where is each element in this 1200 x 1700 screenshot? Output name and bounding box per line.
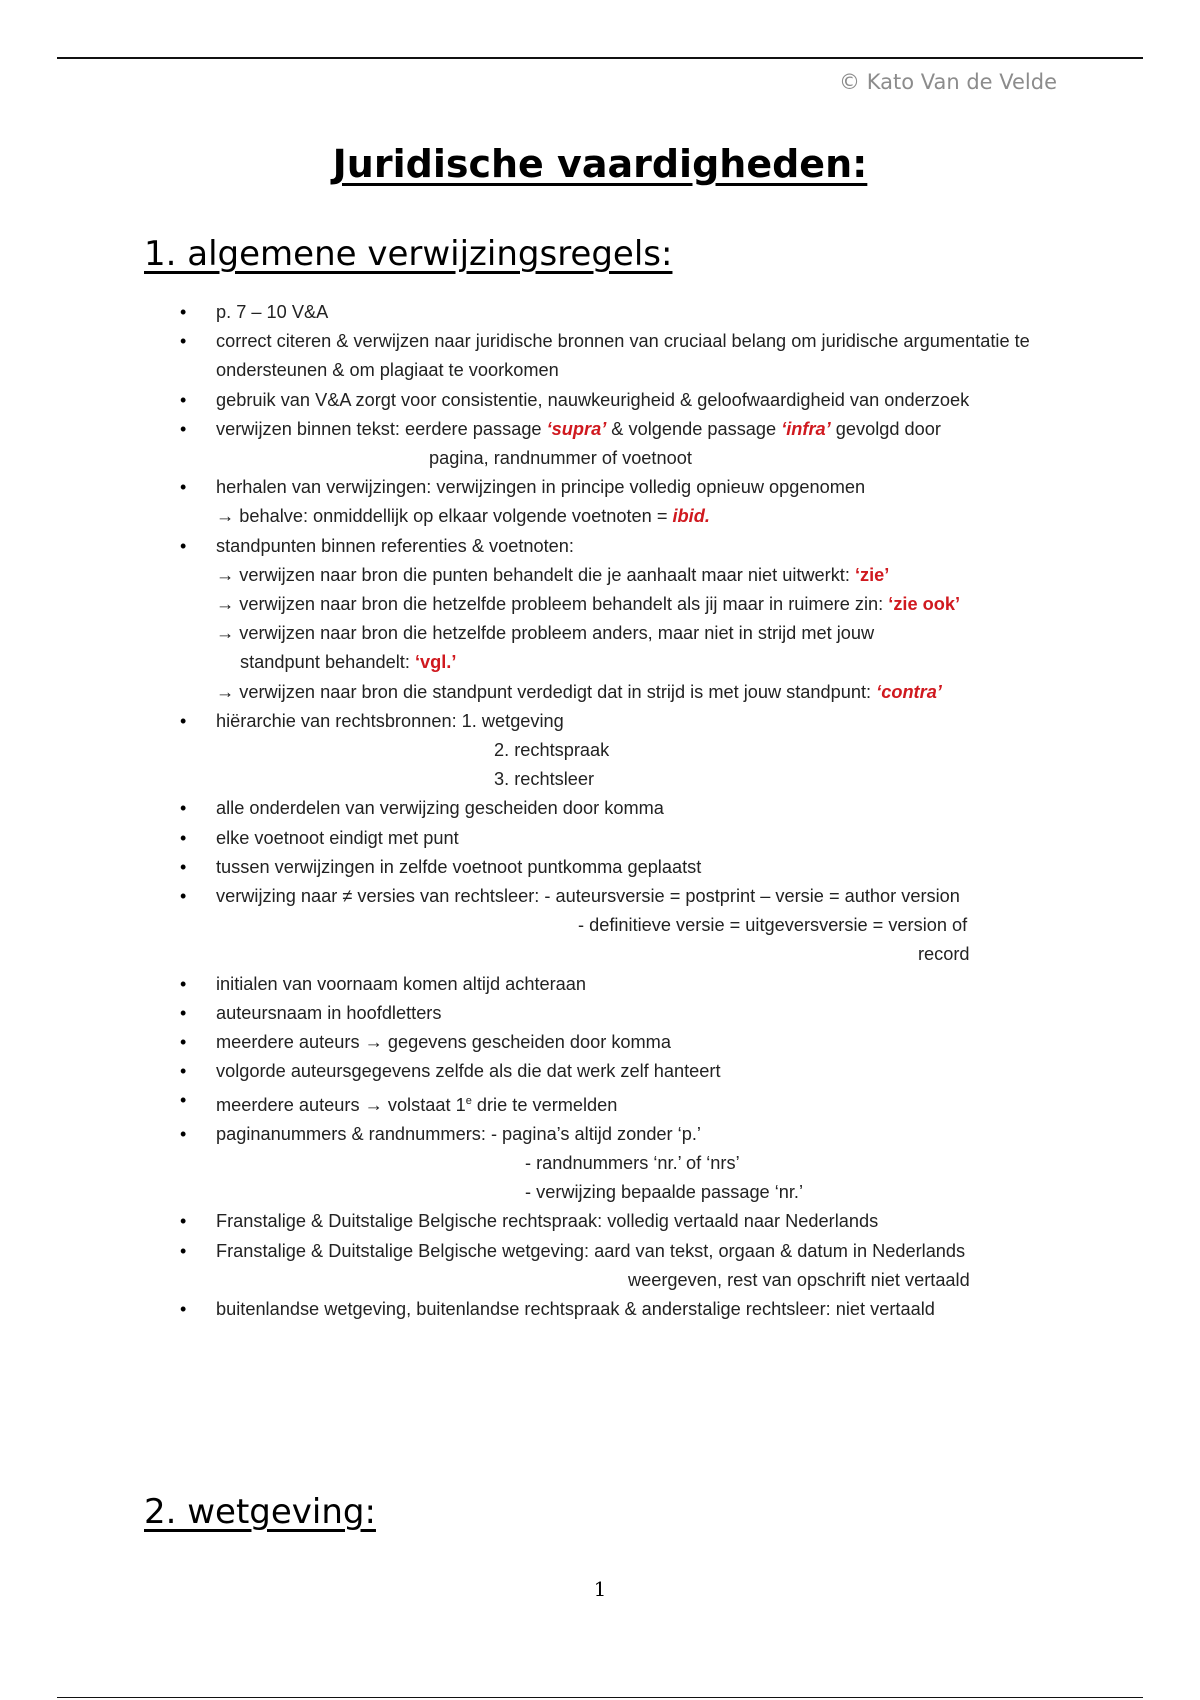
sub-line [216,561,1080,590]
list-item-text: Franstalige & Duitstalige Belgische rechtspraak: volledig vertaald naar Nederlands [216,1211,879,1232]
list-item-text: p. 7 – 10 V&A [216,302,329,322]
list-item [180,1028,1080,1057]
copyright-notice: © Kato Van de Velde [839,70,1057,94]
term-ibid: ibid. [672,506,710,527]
term-supra: ‘supra’ [546,418,607,439]
text-run: & volgende passage [606,418,782,439]
continuation-line: - verwijzing bepaalde passage ‘nr.’ [525,1182,804,1203]
text-run: → verwijzen naar bron die punten behandelt die je aanhaalt maar niet uitwerkt: [216,564,855,585]
text-run: verwijzen binnen tekst: eerdere passage [216,418,547,439]
list-item [180,1207,1080,1236]
list-item-text: correct citeren & verwijzen naar juridische bronnen van cruciaal belang om juridische argumentatie te ondersteunen & om plagiaat te voorkomen [216,331,1030,381]
text-run: meerdere auteurs → volstaat 1 [216,1094,466,1115]
list-item [180,999,1080,1028]
list-item-text: auteursnaam in hoofdletters [216,1002,442,1023]
text-run: standpunt behandelt: [240,652,415,673]
list-item [180,794,1080,823]
list-item-text: • hiërarchie van rechtsbronnen: 1. wetgeving [216,710,564,731]
section-heading-wetgeving: 2. wetgeving: [144,1492,376,1532]
list-item [180,970,1080,999]
list-item [180,298,1080,327]
continuation-line: 3. rechtsleer [494,769,595,790]
list-item-text: volgorde auteursgegevens zelfde als die dat werk zelf hanteert [216,1061,721,1082]
document-title: Juridische vaardigheden: [332,142,868,186]
list-item-text: alle onderdelen van verwijzing gescheiden door komma [216,798,664,819]
list-item-text: elke voetnoot eindigt met punt [216,827,459,848]
list-item-text: meerdere auteurs → gegevens gescheiden door komma [216,1032,671,1053]
list-item [180,707,1080,795]
list-item [180,1057,1080,1086]
sub-line: → verwijzen naar bron die hetzelfde probleem anders, maar niet in strijd met jouw [216,623,875,644]
list-item [180,853,1080,882]
continuation-line: - randnummers ‘nr.’ of ‘nrs’ [525,1152,740,1173]
list-item-text [216,1095,617,1115]
list-item [180,1237,1080,1295]
list-item [180,415,1080,473]
continuation-line: weergeven, rest van opschrift niet vertaald [628,1269,970,1290]
term-contra: ‘contra’ [876,681,942,702]
list-item [180,473,1080,531]
list-item [180,882,1080,970]
header-rule [57,57,1143,59]
list-item [180,1120,1080,1208]
continuation-line: 2. rechtspraak [494,740,610,761]
superscript: e [465,1094,472,1107]
list-item [180,824,1080,853]
text-run: gevolgd door [830,418,941,439]
continuation-line: record [918,944,970,965]
list-item-text: • paginanummers & randnummers: - pagina’s altijd zonder ‘p.’ [216,1123,701,1144]
list-item-text: • herhalen van verwijzingen: verwijzingen in principe volledig opnieuw opgenomen [216,477,866,498]
sub-line [216,590,1080,619]
continuation-line: pagina, randnummer of voetnoot [429,448,692,469]
list-item-text [216,419,941,439]
term-infra: ‘infra’ [781,418,831,439]
section-heading-verwijzingsregels: 1. algemene verwijzingsregels: [144,234,673,274]
list-item [180,1295,1080,1324]
sub-line [216,502,1080,531]
term-vgl: ‘vgl.’ [414,652,457,673]
list-item [180,1086,1080,1119]
list-item [180,327,1080,385]
list-item-text: tussen verwijzingen in zelfde voetnoot puntkomma geplaatst [216,856,702,877]
continuation-line: - definitieve versie = uitgeversversie = version of [578,915,968,936]
term-zie: ‘zie’ [854,564,890,585]
list-item-text: buitenlandse wetgeving, buitenlandse rechtspraak & anderstalige rechtsleer: niet vertaald [216,1298,935,1319]
term-zie-ook: ‘zie ook’ [888,594,961,615]
page-number: 1 [593,1577,607,1601]
list-item [180,532,1080,707]
rules-bullet-list [180,298,1080,1324]
list-item-text: gebruik van V&A zorgt voor consistentie, nauwkeurigheid & geloofwaardigheid van onderzoek [216,389,970,410]
sub-line [216,648,1080,677]
text-run: drie te vermelden [471,1094,618,1115]
sub-line [216,678,1080,707]
list-item [180,386,1080,415]
list-item-text: • Franstalige & Duitstalige Belgische wetgeving: aard van tekst, orgaan & datum in Nederlands [216,1240,966,1261]
list-item-text: • standpunten binnen referenties & voetnoten: [216,535,574,556]
text-run: → verwijzen naar bron die hetzelfde probleem behandelt als jij maar in ruimere zin: [216,594,889,615]
list-item-text: • verwijzing naar ≠ versies van rechtsleer: - auteursversie = postprint – versie = author version [216,886,960,907]
footer-rule [57,1697,1143,1698]
text-run: → verwijzen naar bron die standpunt verdedigt dat in strijd is met jouw standpunt: [216,681,877,702]
text-run: → behalve: onmiddellijk op elkaar volgende voetnoten = [216,506,673,527]
list-item-text: initialen van voornaam komen altijd achteraan [216,973,587,994]
